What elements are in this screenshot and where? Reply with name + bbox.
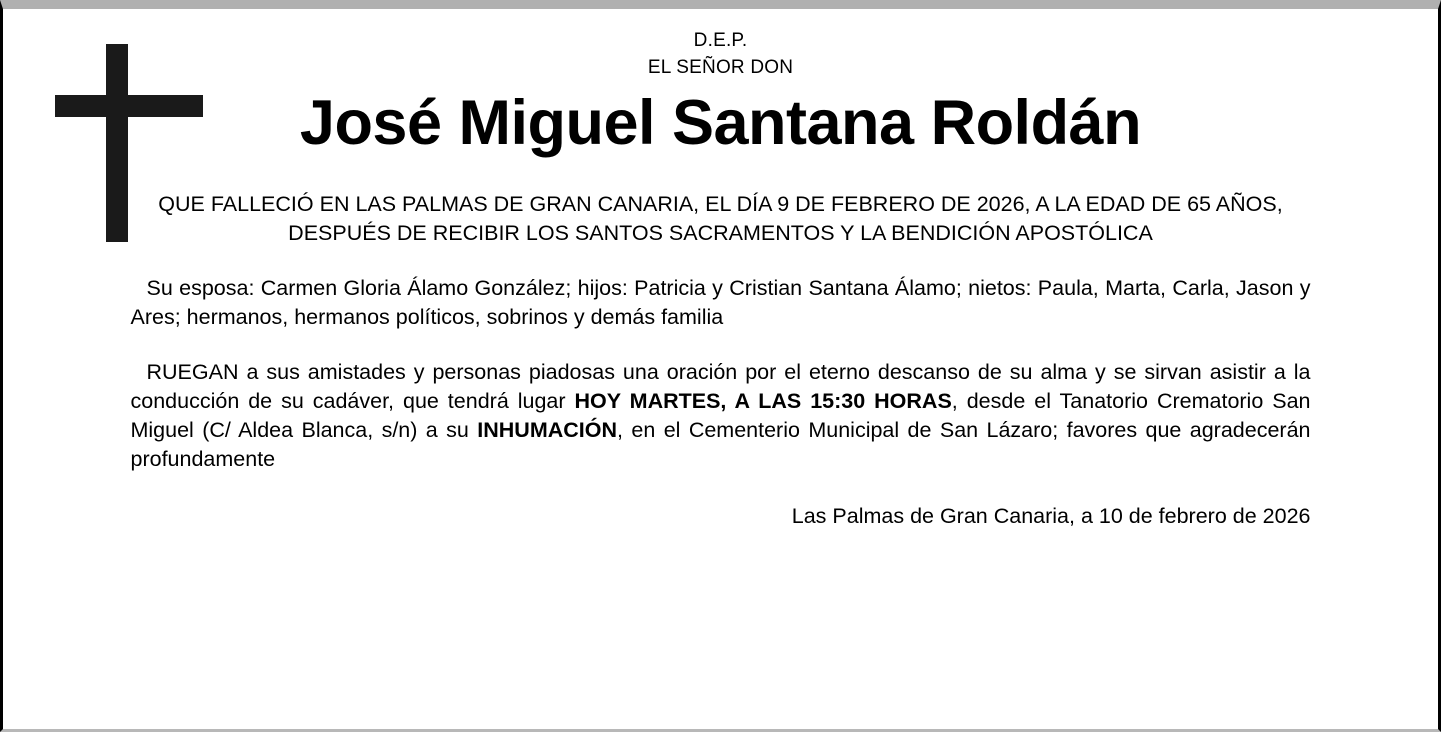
request-part-1: RUEGAN a sus amistades y personas piadosas una oración por el eterno descanso de su alma y se sirvan asistir a la conducción de su cadáver, que tendrá lugar	[130, 360, 1311, 413]
cross-vertical-bar	[106, 44, 128, 242]
family-list: Su esposa: Carmen Gloria Álamo González; hijos: Patricia y Cristian Santana Álamo; nietos: Paula, Marta, Carla, Jason y Ares; hermanos, hermanos políticos, sobrinos y demás familia	[130, 276, 1311, 329]
request-bold-inhumacion: INHUMACIÓN	[477, 418, 618, 442]
latin-cross-icon	[55, 40, 203, 245]
death-info: QUE FALLECIÓ EN LAS PALMAS DE GRAN CANARIA, EL DÍA 9 DE FEBRERO DE 2026, A LA EDAD DE 65 AÑOS, DESPUÉS DE RECIBIR LOS SANTOS SACRAMENTOS Y LA BENDICIÓN APOSTÓLICA	[158, 192, 1283, 245]
funeral-request	[131, 358, 1311, 474]
request-part-3: , en el Cementerio Municipal de San Lázaro; favores que agradecerán profundamente	[130, 418, 1311, 471]
dep-label: D.E.P.	[693, 30, 748, 51]
place-and-date: Las Palmas de Gran Canaria, a 10 de febrero de 2026	[791, 504, 1311, 528]
request-part-2: , desde el Tanatorio Crematorio San Miguel (C/ Aldea Blanca, s/n) a su	[130, 389, 1311, 442]
request-bold-time: HOY MARTES, A LAS 15:30 HORAS	[574, 389, 952, 413]
honorific-label: EL SEÑOR DON	[647, 57, 794, 78]
deceased-name: José Miguel Santana Roldán	[299, 88, 1142, 158]
cross-horizontal-bar	[55, 95, 203, 117]
notice-header	[3, 9, 1438, 158]
